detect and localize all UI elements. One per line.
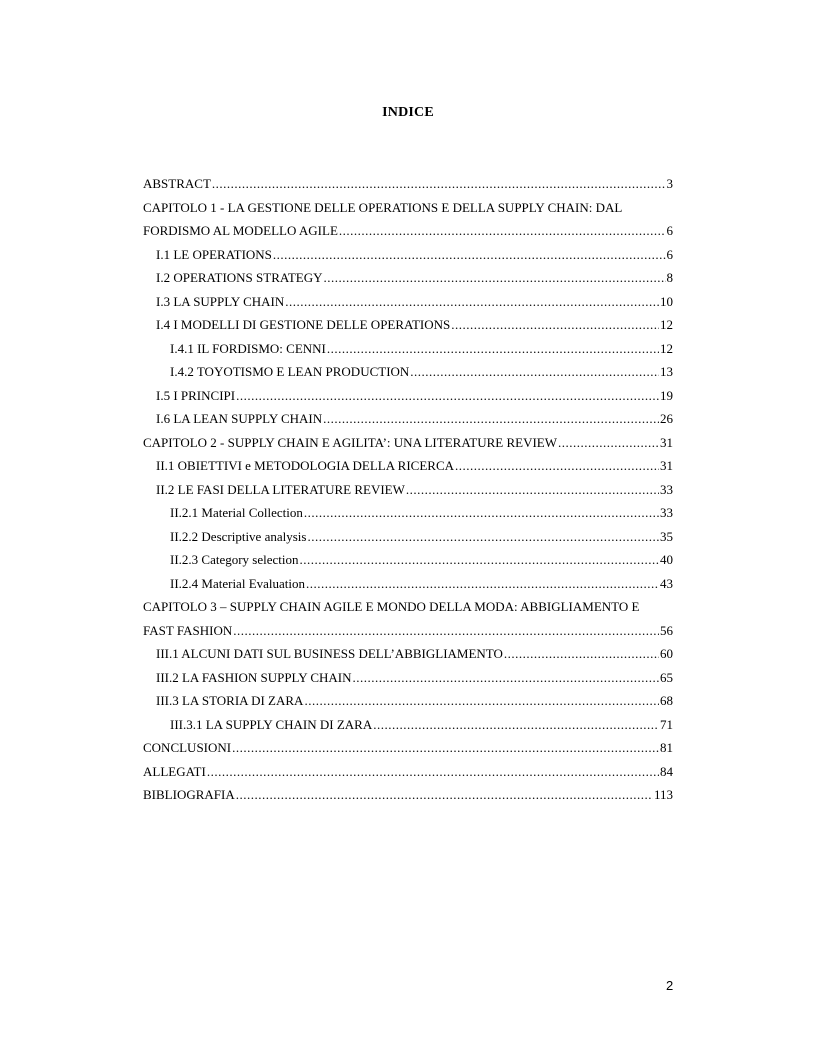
toc-entry-title: II.2.3 Category selection	[170, 552, 299, 567]
toc-entry[interactable]	[143, 713, 673, 737]
dot-leader	[451, 313, 659, 337]
dot-leader	[285, 290, 659, 314]
toc-entry-page: 33	[660, 481, 673, 497]
dot-leader	[327, 337, 659, 361]
toc-entry-title: I.6 LA LEAN SUPPLY CHAIN	[156, 411, 323, 426]
toc-entry[interactable]	[143, 407, 673, 431]
dot-leader	[236, 384, 659, 408]
toc-entry-row	[156, 478, 673, 502]
toc-entry-page: 31	[660, 458, 673, 473]
dot-leader	[233, 619, 659, 643]
toc-entry-page: 19	[660, 387, 673, 403]
toc-entry-title-line: CAPITOLO 3 – SUPPLY CHAIN AGILE E MONDO DELLA MODA: ABBIGLIAMENTO E	[143, 599, 640, 614]
toc-entry[interactable]	[143, 196, 673, 243]
dot-leader	[307, 525, 659, 549]
dot-leader	[455, 454, 659, 478]
toc-entry-page: 13	[660, 364, 673, 379]
toc-entry-title: II.2.4 Material Evaluation	[170, 575, 306, 591]
toc-entry-page: 6	[666, 223, 673, 238]
toc-entry-title: I.4.1 IL FORDISMO: CENNI	[170, 340, 326, 356]
toc-entry-row	[143, 219, 673, 243]
toc-entry-row	[156, 454, 673, 478]
toc-entry-row	[143, 172, 673, 196]
toc-entry-row	[143, 736, 673, 760]
toc-entry[interactable]	[143, 313, 673, 337]
toc-entry-title: III.2 LA FASHION SUPPLY CHAIN	[156, 669, 352, 685]
toc-entry-title: BIBLIOGRAFIA	[143, 787, 235, 802]
toc-entry-page: 6	[666, 246, 673, 262]
toc-entry-page: 68	[660, 693, 673, 708]
toc-entry-title: CONCLUSIONI	[143, 740, 232, 755]
toc-entry-title-line: CAPITOLO 1 - LA GESTIONE DELLE OPERATIONS E DELLA SUPPLY CHAIN: DAL	[143, 199, 623, 215]
toc-entry-title: I.4.2 TOYOTISMO E LEAN PRODUCTION	[170, 364, 410, 379]
toc-entry-page: 12	[660, 340, 673, 356]
toc-entry-row	[156, 290, 673, 314]
toc-entry-title: I.5 I PRINCIPI	[156, 387, 236, 403]
toc-entry[interactable]	[143, 431, 673, 455]
toc-entry-row	[156, 642, 673, 666]
toc-entry-title: III.1 ALCUNI DATI SUL BUSINESS DELL’ABBIGLIAMENTO	[156, 646, 503, 661]
toc-entry-page: 65	[660, 669, 673, 685]
toc-entry-row	[143, 760, 673, 784]
toc-entry[interactable]	[143, 595, 673, 642]
toc-entry-page: 33	[660, 505, 673, 520]
toc-entry[interactable]	[143, 266, 673, 290]
toc-entry-page: 40	[660, 552, 673, 567]
toc-entry[interactable]	[143, 243, 673, 267]
toc-entry-page: 3	[666, 176, 673, 191]
toc-entry-page: 26	[660, 411, 673, 426]
toc-entry-row	[143, 431, 673, 455]
toc-entry-row	[156, 266, 673, 290]
toc-entry[interactable]	[143, 525, 673, 549]
toc-entry-row	[143, 619, 673, 643]
toc-entry-page: 84	[660, 763, 673, 779]
toc-entry-page: 10	[660, 293, 673, 309]
dot-leader	[353, 666, 659, 690]
toc-entry[interactable]	[143, 572, 673, 596]
dot-leader	[339, 219, 666, 243]
toc-entry[interactable]	[143, 454, 673, 478]
toc-entry-row	[156, 313, 673, 337]
toc-entry-row	[170, 360, 673, 384]
toc-entry-title: III.3 LA STORIA DI ZARA	[156, 693, 304, 708]
dot-leader	[304, 501, 659, 525]
toc-entry-title: ABSTRACT	[143, 176, 211, 191]
toc-entry[interactable]	[143, 501, 673, 525]
toc-entry-page: 12	[660, 317, 673, 332]
toc-entry[interactable]	[143, 689, 673, 713]
dot-leader	[323, 266, 665, 290]
toc-entry-title: II.1 OBIETTIVI e METODOLOGIA DELLA RICERCA	[156, 458, 454, 473]
toc-entry[interactable]	[143, 360, 673, 384]
toc-entry-title: I.4 I MODELLI DI GESTIONE DELLE OPERATIONS	[156, 317, 451, 332]
dot-leader	[212, 172, 666, 196]
toc-entry[interactable]	[143, 642, 673, 666]
toc-entry-title: I.1 LE OPERATIONS	[156, 246, 272, 262]
toc-entry-row	[156, 407, 673, 431]
toc-entry[interactable]	[143, 290, 673, 314]
toc-entry-row	[156, 666, 673, 690]
toc-entry-row	[170, 525, 673, 549]
dot-leader	[304, 689, 659, 713]
toc-entry-row	[170, 713, 673, 737]
toc-entry-title: ALLEGATI	[143, 763, 206, 779]
page-number: 2	[666, 978, 674, 993]
toc-entry-row	[170, 337, 673, 361]
toc-entry-page: 60	[660, 646, 673, 661]
toc-entry-row	[156, 689, 673, 713]
toc-entry-row	[156, 384, 673, 408]
dot-leader	[410, 360, 659, 384]
toc-entry-row	[170, 548, 673, 572]
dot-leader	[207, 760, 659, 784]
toc-entry[interactable]	[143, 384, 673, 408]
toc-entry-page: 113	[653, 787, 673, 802]
toc-entry[interactable]	[143, 337, 673, 361]
toc-entry[interactable]	[143, 783, 673, 807]
dot-leader	[236, 783, 653, 807]
dot-leader	[406, 478, 659, 502]
toc-entry-row	[170, 501, 673, 525]
toc-entry[interactable]	[143, 548, 673, 572]
dot-leader	[558, 431, 659, 455]
dot-leader	[373, 713, 659, 737]
toc-entry-row	[156, 243, 673, 267]
toc-entry-page: 43	[660, 575, 673, 591]
toc-entry-title: I.2 OPERATIONS STRATEGY	[156, 270, 323, 285]
toc-entry-title: CAPITOLO 2 - SUPPLY CHAIN E AGILITA’: UNA LITERATURE REVIEW	[143, 434, 557, 450]
toc-entry-title: FAST FASHION	[143, 622, 233, 638]
dot-leader	[306, 572, 659, 596]
toc-entry[interactable]	[143, 666, 673, 690]
toc-entry-row	[143, 783, 673, 807]
dot-leader	[504, 642, 659, 666]
toc-entry[interactable]	[143, 736, 673, 760]
toc-entry-title: FORDISMO AL MODELLO AGILE	[143, 223, 338, 238]
toc-entry[interactable]	[143, 478, 673, 502]
toc-entry-title: I.3 LA SUPPLY CHAIN	[156, 293, 285, 309]
toc-entry-page: 81	[660, 740, 673, 755]
toc-entry-title: III.3.1 LA SUPPLY CHAIN DI ZARA	[170, 716, 373, 732]
toc-entry-title: II.2.2 Descriptive analysis	[170, 528, 307, 544]
dot-leader	[300, 548, 659, 572]
toc-entry-title: II.2.1 Material Collection	[170, 505, 303, 520]
toc-entry-row	[170, 572, 673, 596]
dot-leader	[323, 407, 659, 431]
toc-entry-page: 8	[666, 270, 673, 285]
toc-entry[interactable]	[143, 172, 673, 196]
toc-entry-title: II.2 LE FASI DELLA LITERATURE REVIEW	[156, 481, 405, 497]
toc-entry-page: 31	[660, 434, 673, 450]
dot-leader	[273, 243, 666, 267]
toc-entry-page: 71	[660, 716, 673, 732]
page-title: INDICE	[382, 105, 434, 120]
toc-entry-page: 35	[660, 528, 673, 544]
toc-entry[interactable]	[143, 760, 673, 784]
table-of-contents	[143, 172, 673, 807]
toc-entry-page: 56	[660, 622, 673, 638]
dot-leader	[232, 736, 659, 760]
